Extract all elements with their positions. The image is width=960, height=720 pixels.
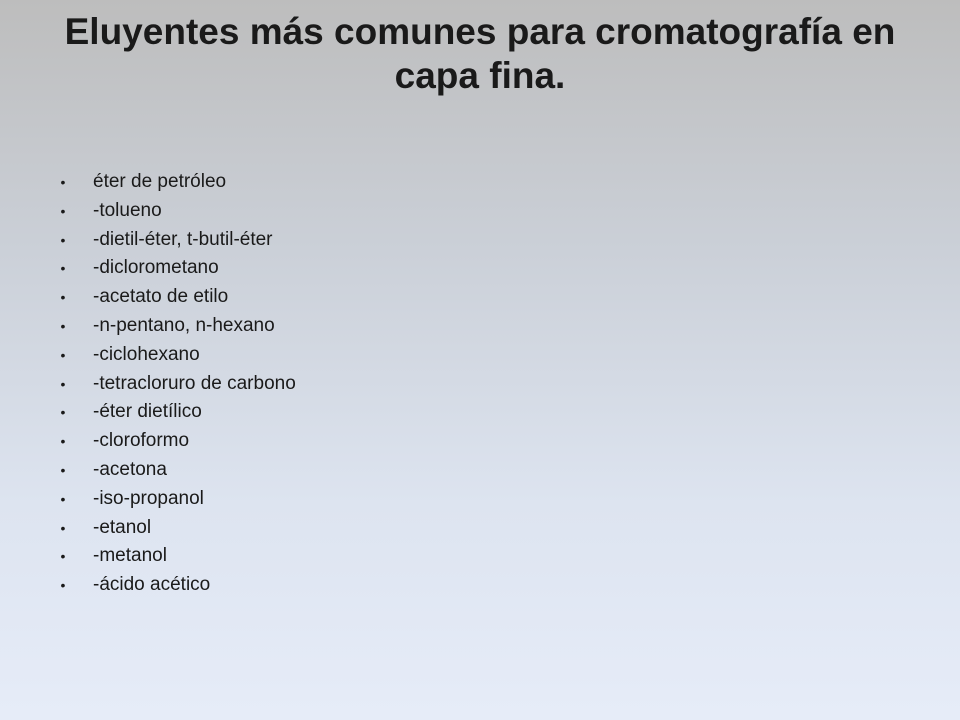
list-item <box>58 312 296 341</box>
list-item-text: -etanol <box>93 516 152 538</box>
list-item-text: -acetato de etilo <box>93 286 229 308</box>
list-item-text: -éter dietílico <box>93 401 202 423</box>
list-item <box>58 456 296 485</box>
bullet-icon: • <box>60 490 66 507</box>
list-item <box>58 427 296 456</box>
list-item-text: éter de petróleo <box>93 171 227 192</box>
list-item <box>58 254 296 283</box>
list-item-text: -diclorometano <box>93 257 219 279</box>
bullet-icon: • <box>60 260 66 277</box>
list-item-text: -acetona <box>93 458 167 480</box>
bullet-icon: • <box>60 519 66 536</box>
bullet-icon: • <box>60 174 66 190</box>
list-item <box>58 370 296 399</box>
list-item <box>58 341 296 370</box>
list-item <box>58 398 296 427</box>
bullet-icon: • <box>60 289 66 306</box>
list-item-text: -tetracloruro de carbono <box>93 372 296 394</box>
bullet-icon: • <box>60 202 66 219</box>
list-item <box>58 168 296 197</box>
list-item-text: -cloroformo <box>93 430 190 452</box>
list-item-text: -ciclohexano <box>93 343 200 365</box>
bullet-icon: • <box>60 404 66 421</box>
list-item <box>58 283 296 312</box>
eluent-list <box>58 168 296 600</box>
list-item-text: -n-pentano, n-hexano <box>93 314 275 336</box>
slide-title: Eluyentes más comunes para cromatografía en capa fina. <box>64 11 896 96</box>
bullet-icon: • <box>60 346 66 363</box>
list-item <box>58 542 296 571</box>
list-item-text: -dietil-éter, t-butil-éter <box>93 228 273 250</box>
bullet-icon: • <box>60 433 66 450</box>
bullet-icon: • <box>60 231 66 248</box>
list-item-text: -ácido acético <box>93 574 211 596</box>
bullet-icon: • <box>60 577 66 594</box>
list-item <box>58 514 296 543</box>
list-item <box>58 571 296 600</box>
bullet-icon: • <box>60 548 66 565</box>
list-item-text: -metanol <box>93 545 167 567</box>
list-item-text: -tolueno <box>93 199 162 221</box>
list-item <box>58 226 296 255</box>
list-item <box>58 197 296 226</box>
bullet-icon: • <box>60 317 66 334</box>
bullet-icon: • <box>60 461 66 478</box>
list-item <box>58 485 296 514</box>
bullet-icon: • <box>60 375 66 392</box>
list-item-text: -iso-propanol <box>93 487 204 509</box>
